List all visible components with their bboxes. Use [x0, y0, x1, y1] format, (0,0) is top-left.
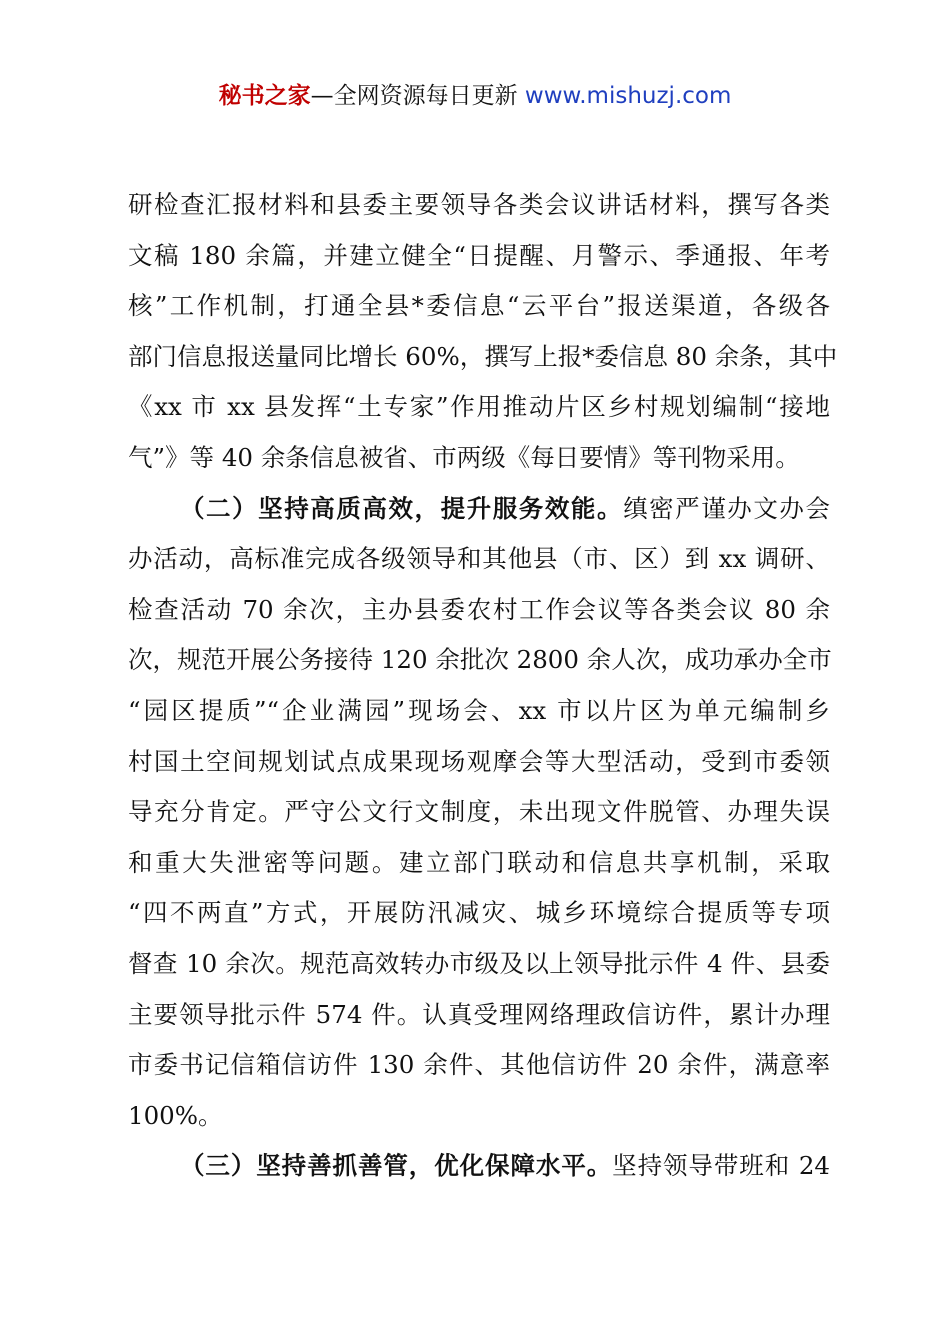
header-url[interactable]: www.mishuzj.com [524, 83, 732, 109]
text-line: 部门信息报送量同比增长 60%，撰写上报*委信息 80 余条，其中 [128, 341, 838, 371]
text-line: 办活动，高标准完成各级领导和其他县（市、区）到 xx 调研、 [128, 544, 830, 574]
text-line: “四不两直”方式，开展防汛减灾、城乡环境综合提质等专项 [128, 898, 830, 928]
text-line [128, 484, 830, 535]
text-line: “园区提质”“企业满园”现场会、xx 市以片区为单元编制乡 [128, 695, 830, 725]
text-line: 《xx 市 xx 县发挥“土专家”作用推动片区乡村规划编制“接地 [128, 392, 830, 422]
paragraph-1 [128, 180, 838, 484]
text-line [128, 1141, 830, 1192]
text-line: 和重大失泄密等问题。建立部门联动和信息共享机制，采取 [128, 847, 830, 877]
section-heading: （三）坚持善抓善管，优化保障水平。 [180, 1151, 613, 1181]
text-line: 村国土空间规划试点成果现场观摩会等大型活动，受到市委领 [128, 746, 830, 776]
text-line: 气”》等 40 余条信息被省、市两级《每日要情》等刊物采用。 [128, 442, 800, 472]
text-line: 次，规范开展公务接待 120 余批次 2800 余人次，成功承办全市 [128, 645, 832, 675]
document-body [128, 180, 838, 1192]
text-line: 研检查汇报材料和县委主要领导各类会议讲话材料，撰写各类 [128, 190, 830, 219]
text-segment: 缜密严谨办文办会 [623, 493, 830, 523]
paragraph-2 [128, 484, 830, 1142]
text-segment: 坚持领导带班和 24 [612, 1151, 831, 1181]
text-line: 主要领导批示件 574 件。认真受理网络理政信访件，累计办理 [128, 999, 830, 1029]
text-line: 市委书记信箱信访件 130 余件、其他信访件 20 余件，满意率 [128, 1050, 830, 1080]
section-heading: （二）坚持高质高效，提升服务效能。 [180, 493, 624, 523]
header-brand: 秘书之家 [218, 83, 311, 109]
page-header [0, 80, 950, 112]
text-line: 文稿 180 余篇，并建立健全“日提醒、月警示、季通报、年考 [128, 240, 830, 270]
text-line: 督查 10 余次。规范高效转办市级及以上领导批示件 4 件、县委 [128, 948, 830, 978]
paragraph-3 [128, 1141, 830, 1192]
text-line: 导充分肯定。严守公文行文制度，未出现文件脱管、办理失误 [128, 797, 830, 827]
header-tagline: —全网资源每日更新 [310, 83, 518, 109]
text-line: 核”工作机制，打通全县*委信息“云平台”报送渠道，各级各 [128, 291, 830, 321]
text-line: 检查活动 70 余次，主办县委农村工作会议等各类会议 80 余 [128, 594, 830, 624]
text-line: 100%。 [128, 1100, 223, 1130]
